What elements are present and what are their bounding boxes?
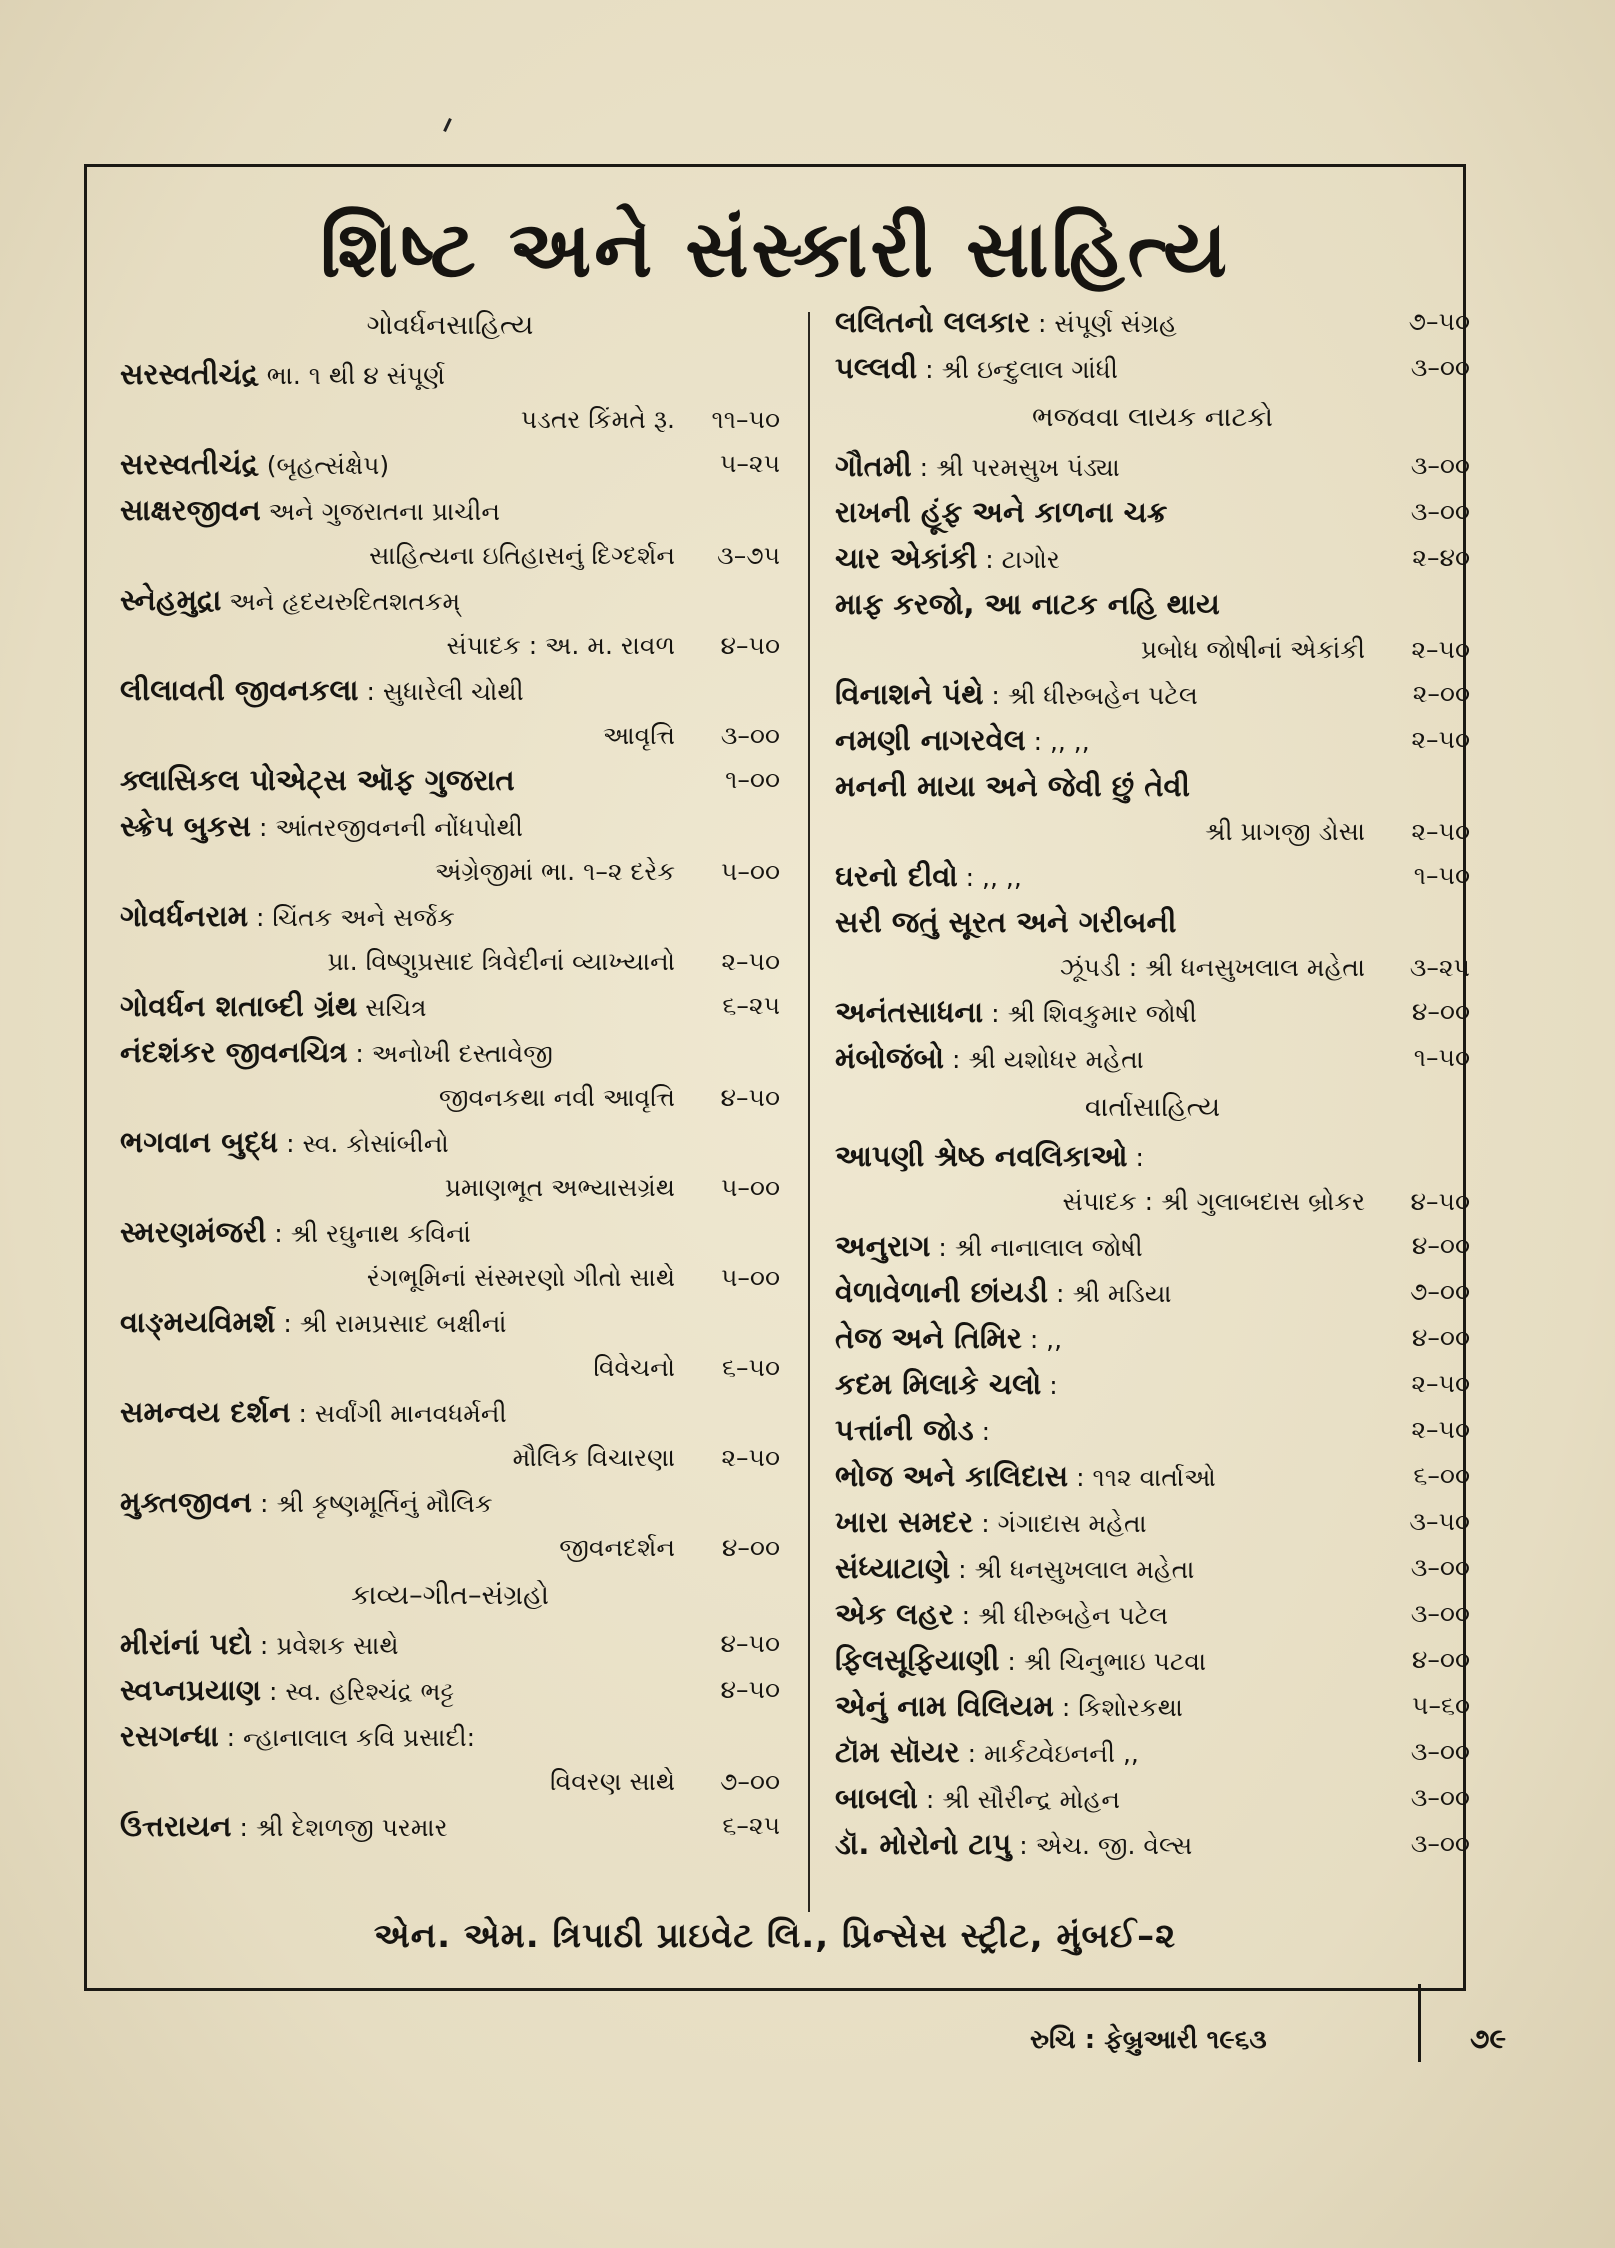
book-title: વિનાશને પંથે bbox=[835, 677, 984, 711]
book-entry bbox=[120, 1714, 780, 1804]
book-description: : ,, ,, bbox=[1033, 727, 1090, 756]
book-title: એક લહર bbox=[835, 1597, 954, 1631]
book-title: ગોવર્ધન શતાબ્દી ગ્રંથ bbox=[120, 989, 358, 1023]
book-title: સરસ્વતીચંદ્ર bbox=[120, 447, 259, 481]
book-title: સ્વપ્નપ્રયાણ bbox=[120, 1673, 262, 1707]
book-entry bbox=[835, 672, 1470, 718]
book-description: : ગંગાદાસ મહેતા bbox=[981, 1509, 1147, 1538]
book-description: : શ્રી મડિયા bbox=[1056, 1279, 1172, 1308]
book-entry bbox=[835, 990, 1470, 1036]
book-entry bbox=[120, 1300, 780, 1390]
book-price: ૭–૫૦ bbox=[1408, 307, 1470, 336]
book-entry bbox=[835, 1454, 1470, 1500]
book-title: ઘરનો દીવો bbox=[835, 859, 958, 893]
book-description: : શ્રી શિવકુમાર જોષી bbox=[991, 999, 1197, 1028]
left-column bbox=[120, 300, 780, 1850]
book-title: બાબલો bbox=[835, 1781, 918, 1815]
book-entry bbox=[120, 1210, 780, 1300]
book-entry bbox=[835, 1822, 1470, 1868]
book-price: ૩–૦૦ bbox=[1410, 1829, 1470, 1858]
book-description: : શ્રી ચિનુભાઇ પટવા bbox=[1007, 1647, 1207, 1676]
book-price: ૪–૫૦ bbox=[720, 631, 780, 660]
book-description-line2: વિવેચનો bbox=[593, 1353, 675, 1382]
section-header: ભજવવા લાયક નાટકો bbox=[1031, 402, 1274, 433]
book-price: ૨–૫૦ bbox=[721, 947, 780, 976]
page-number: ૭૯ bbox=[1470, 2022, 1507, 2055]
book-price: ૩–૦૦ bbox=[1410, 1737, 1470, 1766]
book-title: આપણી શ્રેષ્ઠ નવલિકાઓ bbox=[835, 1139, 1128, 1173]
book-entry bbox=[835, 444, 1470, 490]
book-price: ૫–૦૦ bbox=[720, 1263, 780, 1292]
book-description: : સર્વાંગી માનવધર્મની bbox=[298, 1399, 507, 1428]
book-entry bbox=[835, 1684, 1470, 1730]
book-entry bbox=[120, 1390, 780, 1480]
book-price: ૪–૫૦ bbox=[720, 1083, 780, 1112]
book-price: ૩–૭૫ bbox=[717, 541, 780, 570]
book-entry bbox=[835, 582, 1470, 672]
book-title: ટૉમ સૉયર bbox=[835, 1735, 960, 1769]
book-description: : શ્રી ધનસુખલાલ મહેતા bbox=[958, 1555, 1195, 1584]
book-description-line2: સંપાદક : શ્રી ગુલાબદાસ બ્રોકર bbox=[1062, 1187, 1365, 1216]
book-description-line2: ઝૂંપડી : શ્રી ધનસુખલાલ મહેતા bbox=[1059, 953, 1365, 982]
book-price: ૪–૦૦ bbox=[1411, 997, 1470, 1026]
book-description: : સ્વ. હરિશ્ચંદ્ર ભટ્ટ bbox=[269, 1677, 455, 1706]
book-title: મીરાંનાં પદો bbox=[120, 1627, 252, 1661]
publisher-footer: એન. એમ. ત્રિપાઠી પ્રાઇવેટ લિ., પ્રિન્સેસ સ્ટ્રીટ, મુંબઈ–૨ bbox=[373, 1916, 1177, 1956]
book-entry bbox=[835, 1638, 1470, 1684]
book-price: ૫–૨૫ bbox=[719, 449, 780, 478]
book-description: સચિત્ર bbox=[365, 993, 427, 1022]
book-title: મંબોજંબો bbox=[835, 1041, 944, 1075]
book-title: લીલાવતી જીવનકલા bbox=[120, 673, 359, 707]
book-description-line2: જીવનકથા નવી આવૃત્તિ bbox=[438, 1083, 675, 1112]
book-title: કદમ મિલાકે ચલો bbox=[835, 1367, 1042, 1401]
book-entry bbox=[835, 1546, 1470, 1592]
book-price: ૧–૫૦ bbox=[1413, 1043, 1470, 1072]
book-price: ૩–૫૦ bbox=[1409, 1507, 1470, 1536]
book-title: સ્નેહમુદ્રા bbox=[120, 583, 222, 617]
book-price: ૪–૦૦ bbox=[721, 1533, 780, 1562]
book-entry bbox=[835, 854, 1470, 900]
book-description: : ટાગોર bbox=[985, 545, 1060, 574]
book-title: વાઙ્મયવિમર્શ bbox=[120, 1305, 276, 1339]
book-entry bbox=[835, 764, 1470, 854]
book-title: ક્લાસિકલ પોએટ્સ ઑફ ગુજરાત bbox=[120, 763, 515, 797]
section-header: ગોવર્ધનસાહિત્ય bbox=[366, 310, 534, 341]
book-title: સાક્ષરજીવન bbox=[120, 493, 261, 527]
book-title: ખારા સમદર bbox=[835, 1505, 974, 1539]
book-entry bbox=[835, 1036, 1470, 1082]
book-title: માફ કરજો, આ નાટક નહિ થાય bbox=[835, 587, 1220, 621]
book-description: : bbox=[1049, 1371, 1058, 1400]
book-description-line2: આવૃત્તિ bbox=[602, 721, 675, 750]
book-price: ૪–૫૦ bbox=[720, 1675, 780, 1704]
book-entry bbox=[835, 1270, 1470, 1316]
book-price: ૩–૦૦ bbox=[1410, 1553, 1470, 1582]
book-title: અનંતસાધના bbox=[835, 995, 984, 1029]
book-description-line2: પ્રમાણભૂત અભ્યાસગ્રંથ bbox=[444, 1173, 675, 1202]
book-entry bbox=[835, 1730, 1470, 1776]
book-price: ૧–૦૦ bbox=[725, 765, 780, 794]
section-header: કાવ્ય–ગીત–સંગ્રહો bbox=[350, 1580, 550, 1611]
book-entry bbox=[120, 352, 780, 442]
book-title: સંધ્યાટાણે bbox=[835, 1551, 951, 1585]
book-entry bbox=[120, 1668, 780, 1714]
book-description: : માર્કટ્વેઇનની ,, bbox=[967, 1739, 1139, 1768]
book-price: ૬–૨૫ bbox=[722, 991, 780, 1020]
book-title: સ્ક્રેપ બુકસ bbox=[120, 809, 251, 843]
book-entry bbox=[835, 1592, 1470, 1638]
book-title: ગૌતમી bbox=[835, 449, 912, 483]
book-entry bbox=[120, 1804, 780, 1850]
book-price: ૭–૦૦ bbox=[1410, 1277, 1470, 1306]
book-price: ૩–૦૦ bbox=[1410, 1783, 1470, 1812]
book-entry bbox=[835, 718, 1470, 764]
book-entry bbox=[835, 300, 1470, 346]
book-price: ૨–૫૦ bbox=[1411, 1415, 1470, 1444]
book-title: ગોવર્ધનરામ bbox=[120, 899, 249, 933]
book-title: સરી જતું સૂરત અને ગરીબની bbox=[835, 905, 1177, 939]
book-description: : એચ. જી. વેલ્સ bbox=[1019, 1831, 1193, 1860]
book-entry bbox=[120, 984, 780, 1030]
book-description-line2: પ્રા. વિષ્ણુપ્રસાદ ત્રિવેદીનાં વ્યાખ્યાનો bbox=[327, 947, 675, 976]
column-divider bbox=[808, 312, 810, 1912]
book-title: ભગવાન બુદ્ધ bbox=[120, 1125, 279, 1159]
book-entry bbox=[835, 1408, 1470, 1454]
book-description: : ૧૧૨ વાર્તાઓ bbox=[1076, 1463, 1216, 1492]
book-title: સ્મરણમંજરી bbox=[120, 1215, 267, 1249]
book-description: : શ્રી દેશળજી પરમાર bbox=[239, 1813, 448, 1842]
book-entry bbox=[835, 1224, 1470, 1270]
book-description: : ચિંતક અને સર્જક bbox=[256, 903, 455, 932]
book-price: ૪–૫૦ bbox=[1410, 1187, 1470, 1216]
book-description: : શ્રી ઇન્દુલાલ ગાંધી bbox=[925, 355, 1118, 384]
book-entry bbox=[835, 1776, 1470, 1822]
book-price: ૨–૫૦ bbox=[1411, 725, 1470, 754]
book-description: : bbox=[981, 1417, 991, 1446]
book-price: ૩–૦૦ bbox=[1410, 497, 1470, 526]
section-header: વાર્તાસાહિત્ય bbox=[1084, 1092, 1221, 1123]
book-title: રસગન્ધા bbox=[120, 1719, 219, 1753]
book-description: : શ્રી કૃષ્ણમૂર્તિનું મૌલિક bbox=[260, 1489, 493, 1518]
book-description-line2: વિવરણ સાથે bbox=[549, 1767, 675, 1796]
book-price: ૩–૦૦ bbox=[1410, 1599, 1470, 1628]
book-entry bbox=[835, 1134, 1470, 1224]
book-price: ૨–૫૦ bbox=[1411, 817, 1470, 846]
book-description: અને ગુજરાતના પ્રાચીન bbox=[268, 497, 500, 526]
page-rule bbox=[1418, 1984, 1421, 2062]
book-price: ૫–૦૦ bbox=[720, 857, 780, 886]
book-title: ઉત્તરાયન bbox=[120, 1809, 232, 1843]
book-description-line2: સાહિત્યના ઇતિહાસનું દિગ્દર્શન bbox=[369, 541, 675, 570]
book-description: : શ્રી નાનાલાલ જોષી bbox=[938, 1233, 1143, 1262]
book-price: ૨–૫૦ bbox=[1411, 1369, 1470, 1398]
book-entry bbox=[120, 1030, 780, 1120]
book-description: : આંતરજીવનની નોંધપોથી bbox=[258, 813, 523, 842]
stray-mark bbox=[443, 118, 452, 132]
book-entry bbox=[835, 490, 1470, 536]
book-description-line2: પ્રબોધ જોષીનાં એકાંકી bbox=[1140, 635, 1365, 664]
book-description: : શ્રી ધીરુબહેન પટેલ bbox=[991, 681, 1198, 710]
book-price: ૩–૦૦ bbox=[1410, 451, 1470, 480]
book-entry bbox=[120, 1120, 780, 1210]
book-price: ૩–૦૦ bbox=[1410, 353, 1470, 382]
book-title: પલ્લવી bbox=[835, 351, 918, 385]
book-entry bbox=[120, 488, 780, 578]
book-entry bbox=[120, 442, 780, 488]
book-description: : bbox=[1135, 1143, 1144, 1172]
book-description: : શ્રી યશોધર મહેતા bbox=[951, 1045, 1144, 1074]
book-entry bbox=[120, 804, 780, 894]
book-price: ૧–૫૦ bbox=[1413, 861, 1470, 890]
book-entry bbox=[835, 536, 1470, 582]
book-description: : સ્વ. કોસાંબીનો bbox=[286, 1129, 449, 1158]
book-price: ૩–૨૫ bbox=[1409, 953, 1470, 982]
book-price: ૬–૫૦ bbox=[722, 1353, 780, 1382]
book-title: ડૉ. મોરોનો ટાપુ bbox=[835, 1827, 1012, 1861]
book-title: અનુરાગ bbox=[835, 1229, 931, 1263]
book-entry bbox=[835, 1362, 1470, 1408]
book-price: ૨–૦૦ bbox=[1412, 679, 1470, 708]
book-title: લલિતનો લલકાર bbox=[835, 305, 1031, 339]
book-description: અને હૃદયરુદિતશતકમ્ bbox=[229, 587, 461, 616]
book-description-line2: રંગભૂમિનાં સંસ્મરણો ગીતો સાથે bbox=[366, 1263, 675, 1292]
book-price: ૫–૦૦ bbox=[720, 1173, 780, 1202]
book-price: ૨–૪૦ bbox=[1412, 543, 1470, 572]
book-title: નમણી નાગરવેલ bbox=[835, 723, 1026, 757]
book-description: : ,, ,, bbox=[965, 863, 1022, 892]
book-description: : શ્રી ધીરુબહેન પટેલ bbox=[961, 1601, 1169, 1630]
book-entry bbox=[120, 1480, 780, 1570]
book-description-line2: જીવનદર્શન bbox=[559, 1533, 675, 1562]
book-entry bbox=[835, 346, 1470, 392]
book-title: વેળાવેળાની છાંયડી bbox=[835, 1275, 1049, 1309]
book-description-line2: પડતર કિંમતે રૂ. bbox=[520, 405, 675, 434]
book-title: ફિલસૂફિયાણી bbox=[835, 1643, 1000, 1677]
book-title: ચાર એકાંકી bbox=[835, 541, 978, 575]
book-description: ભા. ૧ થી ૪ સંપૂર્ણ bbox=[266, 361, 445, 390]
book-description: : શ્રી રામપ્રસાદ બક્ષીનાં bbox=[283, 1309, 507, 1338]
book-price: ૨–૫૦ bbox=[721, 1443, 780, 1472]
book-price: ૫–૬૦ bbox=[1412, 1691, 1470, 1720]
book-description: : ,, bbox=[1029, 1325, 1063, 1354]
book-price: ૪–૫૦ bbox=[720, 1629, 780, 1658]
book-title: નંદશંકર જીવનચિત્ર bbox=[120, 1035, 348, 1069]
book-description: : કિશોરકથા bbox=[1061, 1693, 1183, 1722]
book-description: : ન્હાનાલાલ કવિ પ્રસાદી: bbox=[226, 1723, 476, 1752]
book-price: ૪–૦૦ bbox=[1411, 1645, 1470, 1674]
book-description-line2: શ્રી પ્રાગજી ડોસા bbox=[1204, 817, 1365, 846]
book-description: (બૃહત્સંક્ષેપ) bbox=[266, 451, 390, 480]
book-description: : પ્રવેશક સાથે bbox=[259, 1631, 399, 1660]
book-title: પત્તાંની જોડ bbox=[835, 1413, 974, 1447]
book-description: : અનોખી દસ્તાવેજી bbox=[355, 1039, 553, 1068]
book-price: ૨–૫૦ bbox=[1411, 635, 1470, 664]
book-description: : શ્રી પરમસુખ પંડ્યા bbox=[919, 453, 1120, 482]
book-description: : શ્રી સૌરીન્દ્ર મોહન bbox=[925, 1785, 1120, 1814]
book-entry bbox=[835, 1500, 1470, 1546]
book-entry bbox=[120, 758, 780, 804]
book-price: ૪–૦૦ bbox=[1411, 1231, 1470, 1260]
book-price: ૩–૦૦ bbox=[720, 721, 780, 750]
book-entry bbox=[120, 668, 780, 758]
book-title: સરસ્વતીચંદ્ર bbox=[120, 357, 259, 391]
book-price: ૪–૦૦ bbox=[1411, 1323, 1470, 1352]
book-description-line2: અંગ્રેજીમાં ભા. ૧–૨ દરેક bbox=[435, 857, 675, 886]
book-title: એનું નામ વિલિયમ bbox=[835, 1689, 1054, 1723]
book-title: મુક્તજીવન bbox=[120, 1485, 253, 1519]
book-description-line2: સંપાદક : અ. મ. રાવળ bbox=[446, 631, 675, 660]
book-title: રાખની હૂંફ અને કાળના ચક્ર bbox=[835, 495, 1168, 529]
book-entry bbox=[120, 894, 780, 984]
book-title: મનની માયા અને જેવી છું તેવી bbox=[835, 769, 1190, 803]
book-entry bbox=[120, 578, 780, 668]
book-entry bbox=[835, 900, 1470, 990]
book-description: : સંપૂર્ણ સંગ્રહ bbox=[1037, 309, 1177, 338]
book-title: તેજ અને તિમિર bbox=[835, 1321, 1022, 1355]
right-column bbox=[835, 300, 1470, 1868]
book-entry bbox=[120, 1622, 780, 1668]
book-description: : સુધારેલી ચોથી bbox=[366, 677, 524, 706]
book-title: ભોજ અને કાલિદાસ bbox=[835, 1459, 1069, 1493]
book-entry bbox=[835, 1316, 1470, 1362]
page-title: શિષ્ટ અને સંસ્કારી સાહિત્ય bbox=[319, 205, 1230, 295]
book-description: : શ્રી રઘુનાથ કવિનાં bbox=[274, 1219, 471, 1248]
book-price: ૭–૦૦ bbox=[720, 1767, 780, 1796]
running-footer: રુચિ : ફેબ્રુઆરી ૧૯૬૩ bbox=[1030, 2025, 1267, 2055]
book-description-line2: મૌલિક વિચારણા bbox=[512, 1443, 675, 1472]
book-price: ૬–૦૦ bbox=[1413, 1461, 1470, 1490]
book-title: સમન્વય દર્શન bbox=[120, 1395, 291, 1429]
book-price: ૬–૨૫ bbox=[722, 1811, 780, 1840]
book-price: ૧૧–૫૦ bbox=[711, 405, 780, 434]
